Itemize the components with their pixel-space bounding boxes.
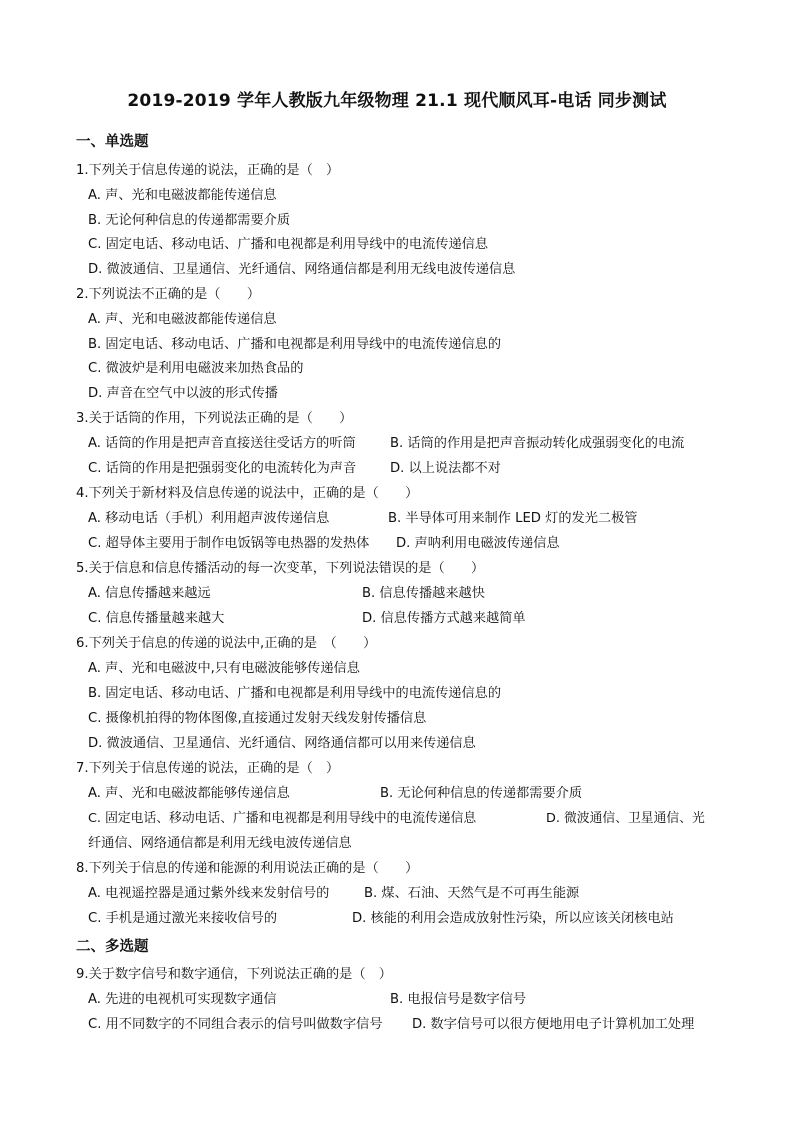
question-9-option-d: D. 数字信号可以很方便地用电子计算机加工处理 [412,1017,695,1032]
question-4-option-d: D. 声呐利用电磁波传递信息 [396,536,560,551]
question-8-option-d: D. 核能的利用会造成放射性污染，所以应该关闭核电站 [352,911,674,926]
question-7-option-c: C. 固定电话、移动电话、广播和电视都是利用导线中的电流传递信息 [88,811,477,826]
question-3-stem: 3.关于话筒的作用，下列说法正确的是（ ） [76,411,353,426]
question-7-stem: 7.下列关于信息传递的说法，正确的是（ ） [76,761,340,776]
question-3-option-b: B. 话筒的作用是把声音振动转化成强弱变化的电流 [390,436,685,451]
question-2-option-c: C. 微波炉是利用电磁波来加热食品的 [88,361,304,376]
question-6-option-d: D. 微波通信、卫星通信、光纤通信、网络通信都可以用来传递信息 [88,736,476,751]
question-4-option-a: A. 移动电话（手机）利用超声波传递信息 [88,511,330,526]
question-7-option-d: D. 微波通信、卫星通信、光 [546,811,705,826]
question-8-option-c: C. 手机是通过激光来接收信号的 [88,911,278,926]
section-heading-multiple-choice: 二、多选题 [76,939,149,955]
question-9-stem: 9.关于数字信号和数字通信，下列说法正确的是（ ） [76,967,392,982]
question-2-option-a: A. 声、光和电磁波都能传递信息 [88,312,277,327]
question-9-option-b: B. 电报信号是数字信号 [390,992,527,1007]
question-7-option-a: A. 声、光和电磁波都能够传递信息 [88,786,290,801]
question-6-option-b: B. 固定电话、移动电话、广播和电视都是利用导线中的电流传递信息的 [88,686,502,701]
question-7-option-b: B. 无论何种信息的传递都需要介质 [380,786,583,801]
question-8-stem: 8.下列关于信息的传递和能源的利用说法正确的是（ ） [76,861,419,876]
question-9-option-a: A. 先进的电视机可实现数字通信 [88,992,277,1007]
document-title: 2019-2019 学年人教版九年级物理 21.1 现代顺风耳-电话 同步测试 [127,91,667,111]
question-4-option-b: B. 半导体可用来制作 LED 灯的发光二极管 [388,511,638,526]
question-5-option-d: D. 信息传播方式越来越简单 [362,611,526,626]
question-6-option-c: C. 摄像机拍得的物体图像,直接通过发射天线发射传播信息 [88,711,427,726]
question-5-option-a: A. 信息传播越来越远 [88,586,211,601]
question-2-stem: 2.下列说法不正确的是（ ） [76,287,261,302]
question-2-option-d: D. 声音在空气中以波的形式传播 [88,386,278,401]
question-9-option-c: C. 用不同数字的不同组合表示的信号叫做数字信号 [88,1017,383,1032]
question-5-option-c: C. 信息传播量越来越大 [88,611,225,626]
question-3-option-d: D. 以上说法都不对 [390,461,501,476]
question-1-option-c: C. 固定电话、移动电话、广播和电视都是利用导线中的电流传递信息 [88,237,489,252]
question-6-stem: 6.下列关于信息的传递的说法中,正确的是 （ ） [76,636,377,651]
question-5-stem: 5.关于信息和信息传播活动的每一次变革，下列说法错误的是（ ） [76,561,485,576]
question-8-option-b: B. 煤、石油、天然气是不可再生能源 [364,886,580,901]
question-8-option-a: A. 电视遥控器是通过紫外线来发射信号的 [88,886,330,901]
section-heading-single-choice: 一、单选题 [76,134,149,150]
question-2-option-b: B. 固定电话、移动电话、广播和电视都是利用导线中的电流传递信息的 [88,337,502,352]
question-3-option-c: C. 话筒的作用是把强弱变化的电流转化为声音 [88,461,357,476]
question-7-option-d-continued: 纤通信、网络通信都是利用无线电波传递信息 [88,836,352,851]
question-1-option-b: B. 无论何种信息的传递都需要介质 [88,213,291,228]
question-4-option-c: C. 超导体主要用于制作电饭锅等电热器的发热体 [88,536,370,551]
question-1-option-a: A. 声、光和电磁波都能传递信息 [88,188,277,203]
question-1-stem: 1.下列关于信息传递的说法，正确的是（ ） [76,163,340,178]
question-5-option-b: B. 信息传播越来越快 [362,586,485,601]
question-1-option-d: D. 微波通信、卫星通信、光纤通信、网络通信都是利用无线电波传递信息 [88,262,516,277]
question-6-option-a: A. 声、光和电磁波中,只有电磁波能够传递信息 [88,661,360,676]
question-3-option-a: A. 话筒的作用是把声音直接送往受话方的听筒 [88,436,356,451]
question-4-stem: 4.下列关于新材料及信息传递的说法中，正确的是（ ） [76,486,419,501]
